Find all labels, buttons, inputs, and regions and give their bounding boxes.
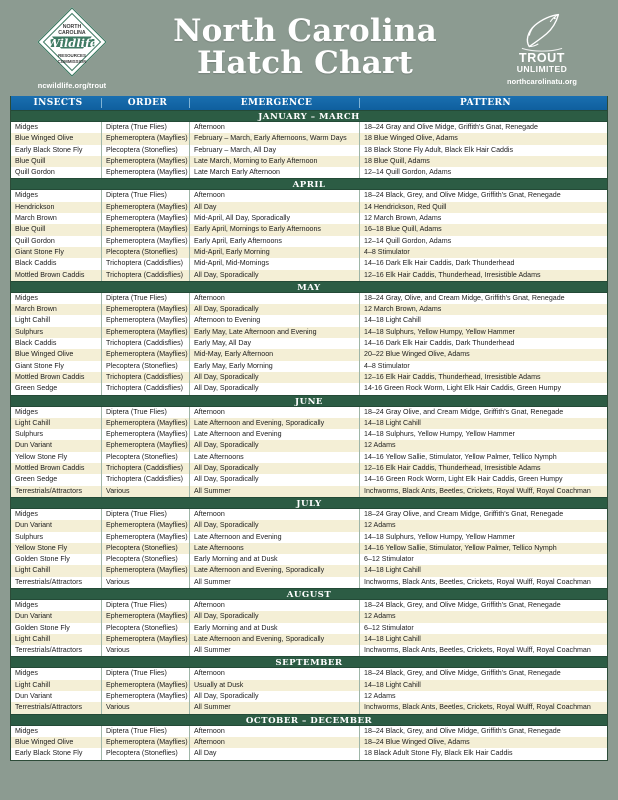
- trout-unlimited-logo-block: [482, 10, 602, 87]
- cell-insect: Midges: [15, 123, 38, 131]
- cell-pattern: 6–12 Stimulator: [359, 554, 607, 565]
- cell-order: Ephemeroptera (Mayflies): [101, 429, 189, 440]
- cell-insect: Midges: [15, 191, 38, 200]
- cell-emergence: Early May, Late Afternoon and Evening: [189, 327, 359, 338]
- cell-insect: Blue Winged Olive: [15, 134, 74, 143]
- cell-order: Ephemeroptera (Mayflies): [101, 315, 189, 326]
- table-row: [11, 577, 607, 588]
- cell-emergence: Late Afternoon and Evening, Sporadically: [189, 634, 359, 645]
- table-row: [11, 440, 607, 451]
- cell-emergence: All Day, Sporadically: [189, 611, 359, 622]
- cell-insect: Yellow Stone Fly: [15, 543, 68, 552]
- cell-insect: Midges: [15, 726, 38, 735]
- cell-pattern: 12 March Brown, Adams: [359, 304, 607, 315]
- cell-order: Ephemeroptera (Mayflies): [101, 236, 189, 247]
- cell-emergence: Afternoon: [189, 600, 359, 611]
- cell-pattern: 14–18 Light Cahill: [359, 565, 607, 576]
- cell-insect: Black Caddis: [15, 259, 57, 268]
- cell-order: Plecoptera (Stoneflies): [101, 554, 189, 565]
- cell-pattern: 18 Black Adult Stone Fly, Black Elk Hair Caddis: [359, 748, 607, 759]
- cell-pattern: 18 Blue Winged Olive, Adams: [359, 133, 607, 144]
- table-row: [11, 338, 607, 349]
- table-row: [11, 407, 607, 418]
- cell-order: Ephemeroptera (Mayflies): [101, 327, 189, 338]
- cell-order: Ephemeroptera (Mayflies): [101, 167, 189, 178]
- cell-insect: Blue Winged Olive: [15, 350, 74, 359]
- cell-pattern: 18–24 Black, Grey, and Olive Midge, Griffith's Gnat, Renegade: [359, 726, 607, 737]
- cell-order: Ephemeroptera (Mayflies): [101, 680, 189, 691]
- cell-emergence: Mid-April, Mid-Mornings: [189, 258, 359, 269]
- cell-pattern: 14–16 Yellow Sallie, Stimulator, Yellow Palmer, Tellico Nymph: [359, 452, 607, 463]
- cell-insect: Sulphurs: [15, 532, 43, 541]
- cell-pattern: 14–16 Dark Elk Hair Caddis, Dark Thunderhead: [359, 258, 607, 269]
- cell-order: Plecoptera (Stoneflies): [101, 543, 189, 554]
- cell-emergence: Late Afternoon and Evening: [189, 532, 359, 543]
- cell-emergence: Early Morning and at Dusk: [189, 554, 359, 565]
- cell-order: Ephemeroptera (Mayflies): [101, 202, 189, 213]
- cell-emergence: All Day: [189, 748, 359, 759]
- cell-pattern: 18–24 Blue Winged Olive, Adams: [359, 737, 607, 748]
- table-row: [11, 463, 607, 474]
- cell-pattern: 14–16 Yellow Sallie, Stimulator, Yellow Palmer, Tellico Nymph: [359, 543, 607, 554]
- cell-insect: Green Sedge: [15, 384, 58, 393]
- section-header: AUGUST: [11, 588, 607, 600]
- table-row: [11, 520, 607, 531]
- table-row: [11, 702, 607, 713]
- cell-insect: Mottled Brown Caddis: [15, 270, 85, 279]
- cell-insect: Green Sedge: [15, 475, 58, 484]
- cell-order: Trichoptera (Caddisflies): [101, 372, 189, 383]
- cell-insect: Black Caddis: [15, 339, 57, 348]
- cell-emergence: Late Afternoons: [189, 452, 359, 463]
- cell-order: Plecoptera (Stoneflies): [101, 452, 189, 463]
- cell-emergence: Afternoon: [189, 509, 359, 520]
- cell-insect: Light Cahill: [15, 566, 51, 575]
- cell-order: Ephemeroptera (Mayflies): [101, 133, 189, 144]
- table-row: [11, 554, 607, 565]
- cell-insect: Golden Stone Fly: [15, 555, 70, 564]
- cell-order: Diptera (True Flies): [101, 509, 189, 520]
- cell-insect: Golden Stone Fly: [15, 623, 70, 632]
- cell-order: Diptera (True Flies): [101, 407, 189, 418]
- page-title: [128, 13, 482, 81]
- cell-insect: Midges: [15, 669, 38, 678]
- table-row: [11, 190, 607, 201]
- cell-insect: Quill Gordon: [15, 236, 55, 245]
- section-header: JUNE: [11, 395, 607, 407]
- table-row: [11, 167, 607, 178]
- cell-emergence: Mid-April, Early Morning: [189, 247, 359, 258]
- cell-pattern: 14–18 Light Cahill: [359, 315, 607, 326]
- cell-insect: Light Cahill: [15, 634, 51, 643]
- cell-order: Trichoptera (Caddisflies): [101, 338, 189, 349]
- table-row: [11, 634, 607, 645]
- cell-order: Trichoptera (Caddisflies): [101, 383, 189, 394]
- table-row: [11, 122, 607, 133]
- cell-insect: Dun Variant: [15, 692, 52, 701]
- cell-pattern: 14-16 Green Rock Worm, Light Elk Hair Caddis, Green Humpy: [359, 383, 607, 394]
- cell-pattern: 14–18 Sulphurs, Yellow Humpy, Yellow Hammer: [359, 429, 607, 440]
- cell-pattern: 14–16 Dark Elk Hair Caddis, Dark Thunderhead: [359, 338, 607, 349]
- table-header-row: [11, 96, 607, 110]
- cell-insect: Light Cahill: [15, 418, 51, 427]
- cell-emergence: Late March, Morning to Early Afternoon: [189, 156, 359, 167]
- cell-emergence: Early May, All Day: [189, 338, 359, 349]
- table-row: [11, 247, 607, 258]
- table-row: [11, 270, 607, 281]
- cell-emergence: Afternoon: [189, 293, 359, 304]
- cell-pattern: 14–16 Green Rock Worm, Light Elk Hair Caddis, Green Humpy: [359, 474, 607, 485]
- table-row: [11, 327, 607, 338]
- nc-logo-line3: RESOURCES: [58, 53, 86, 58]
- cell-insect: Dun Variant: [15, 612, 52, 621]
- nc-logo-line4: COMMISSION: [57, 59, 87, 64]
- section-header: SEPTEMBER: [11, 656, 607, 668]
- table-row: [11, 418, 607, 429]
- cell-emergence: Late Afternoon and Evening: [189, 429, 359, 440]
- tu-word-line1: TROUT: [518, 50, 566, 65]
- cell-emergence: Early April, Mornings to Early Afternoons: [189, 224, 359, 235]
- table-row: [11, 293, 607, 304]
- table-row: [11, 315, 607, 326]
- cell-order: Ephemeroptera (Mayflies): [101, 213, 189, 224]
- cell-pattern: 12–16 Elk Hair Caddis, Thunderhead, Irresistible Adams: [359, 270, 607, 281]
- cell-emergence: February – March, Early Afternoons, Warm Days: [189, 133, 359, 144]
- section-header: JULY: [11, 497, 607, 509]
- cell-emergence: All Day, Sporadically: [189, 463, 359, 474]
- cell-insect: Dun Variant: [15, 521, 52, 530]
- cell-pattern: 14–18 Sulphurs, Yellow Humpy, Yellow Hammer: [359, 532, 607, 543]
- cell-order: Various: [101, 645, 189, 656]
- cell-pattern: 14–18 Light Cahill: [359, 418, 607, 429]
- cell-insect: March Brown: [15, 214, 57, 223]
- cell-emergence: All Day, Sporadically: [189, 383, 359, 394]
- ncwildlife-url[interactable]: ncwildlife.org/trout: [37, 81, 107, 90]
- cell-pattern: 12 Adams: [359, 611, 607, 622]
- cell-order: Trichoptera (Caddisflies): [101, 474, 189, 485]
- cell-emergence: All Day: [189, 202, 359, 213]
- cell-emergence: Usually at Dusk: [189, 680, 359, 691]
- column-header-pattern: PATTERN: [359, 98, 607, 108]
- cell-pattern: 12–16 Elk Hair Caddis, Thunderhead, Irresistible Adams: [359, 463, 607, 474]
- nc-wildlife-diamond-icon: [36, 6, 108, 78]
- cell-insect: Midges: [15, 600, 38, 609]
- table-row: [11, 611, 607, 622]
- cell-order: Plecoptera (Stoneflies): [101, 748, 189, 759]
- page-header: [10, 0, 608, 96]
- cell-emergence: All Day, Sporadically: [189, 691, 359, 702]
- cell-pattern: Inchworms, Black Ants, Beetles, Crickets, Royal Wulff, Royal Coachman: [359, 702, 607, 713]
- cell-insect: Terrestrials/Attractors: [15, 703, 83, 712]
- table-row: [11, 361, 607, 372]
- cell-pattern: Inchworms, Black Ants, Beetles, Crickets, Royal Wulff, Royal Coachman: [359, 577, 607, 588]
- cell-order: Various: [101, 486, 189, 497]
- tu-word-line2: UNLIMITED: [516, 64, 568, 75]
- table-row: [11, 486, 607, 497]
- cell-order: Ephemeroptera (Mayflies): [101, 224, 189, 235]
- cell-order: Various: [101, 702, 189, 713]
- cell-emergence: Afternoon: [189, 122, 359, 133]
- cell-order: Ephemeroptera (Mayflies): [101, 532, 189, 543]
- cell-order: Ephemeroptera (Mayflies): [101, 440, 189, 451]
- cell-insect: Sulphurs: [15, 327, 43, 336]
- table-row: [11, 372, 607, 383]
- cell-insect: Terrestrials/Attractors: [15, 646, 83, 655]
- cell-insect: Mottled Brown Caddis: [15, 372, 85, 381]
- column-header-emergence: EMERGENCE: [189, 98, 359, 108]
- table-row: [11, 623, 607, 634]
- cell-emergence: All Summer: [189, 645, 359, 656]
- cell-pattern: 12 March Brown, Adams: [359, 213, 607, 224]
- cell-order: Ephemeroptera (Mayflies): [101, 634, 189, 645]
- cell-order: Diptera (True Flies): [101, 668, 189, 679]
- cell-insect: March Brown: [15, 305, 57, 314]
- cell-insect: Blue Quill: [15, 156, 46, 165]
- cell-emergence: Afternoon: [189, 668, 359, 679]
- cell-order: Ephemeroptera (Mayflies): [101, 304, 189, 315]
- cell-pattern: 12–14 Quill Gordon, Adams: [359, 236, 607, 247]
- hatch-chart-table: [10, 96, 608, 761]
- cell-emergence: All Day, Sporadically: [189, 304, 359, 315]
- section-header: APRIL: [11, 178, 607, 190]
- cell-pattern: 14 Hendrickson, Red Quill: [359, 202, 607, 213]
- section-header: MAY: [11, 281, 607, 293]
- column-header-insects: INSECTS: [33, 98, 83, 108]
- cell-insect: Light Cahill: [15, 680, 51, 689]
- cell-order: Ephemeroptera (Mayflies): [101, 156, 189, 167]
- table-row: [11, 532, 607, 543]
- cell-insect: Quill Gordon: [15, 168, 55, 177]
- table-row: [11, 383, 607, 394]
- cell-order: Trichoptera (Caddisflies): [101, 463, 189, 474]
- table-row: [11, 429, 607, 440]
- cell-pattern: 12 Adams: [359, 440, 607, 451]
- cell-emergence: Afternoon: [189, 407, 359, 418]
- cell-insect: Midges: [15, 407, 38, 416]
- section-header: JANUARY – MARCH: [11, 110, 607, 122]
- nc-logo-line2: CAROLINA: [58, 30, 86, 36]
- page-title-line1: North Carolina: [173, 13, 437, 50]
- table-body: [11, 110, 607, 760]
- table-row: [11, 748, 607, 759]
- cell-emergence: Afternoon: [189, 737, 359, 748]
- cell-order: Diptera (True Flies): [101, 726, 189, 737]
- page-title-line2: Hatch Chart: [196, 45, 414, 81]
- table-row: [11, 202, 607, 213]
- cell-order: Trichoptera (Caddisflies): [101, 270, 189, 281]
- cell-order: Ephemeroptera (Mayflies): [101, 418, 189, 429]
- cell-order: Ephemeroptera (Mayflies): [101, 611, 189, 622]
- cell-pattern: 18 Black Stone Fly Adult, Black Elk Hair Caddis: [359, 145, 607, 156]
- trout-unlimited-mark: [517, 10, 567, 75]
- table-row: [11, 474, 607, 485]
- cell-order: Diptera (True Flies): [101, 122, 189, 133]
- cell-order: Plecoptera (Stoneflies): [101, 361, 189, 372]
- cell-emergence: Early April, Early Afternoons: [189, 236, 359, 247]
- cell-emergence: All Day, Sporadically: [189, 474, 359, 485]
- cell-pattern: 18 Blue Quill, Adams: [359, 156, 607, 167]
- cell-pattern: 14–18 Light Cahill: [359, 634, 607, 645]
- nc-wildlife-logo-block: [16, 6, 128, 90]
- cell-insect: Blue Quill: [15, 225, 46, 234]
- cell-insect: Early Black Stone Fly: [15, 749, 83, 758]
- cell-pattern: 18–24 Gray and Olive Midge, Griffith's Gnat, Renegade: [359, 122, 607, 133]
- cell-emergence: All Summer: [189, 577, 359, 588]
- cell-insect: Yellow Stone Fly: [15, 452, 68, 461]
- cell-insect: Midges: [15, 509, 38, 518]
- cell-order: Various: [101, 577, 189, 588]
- table-row: [11, 509, 607, 520]
- cell-insect: Dun Variant: [15, 441, 52, 450]
- table-row: [11, 349, 607, 360]
- cell-emergence: Afternoon to Evening: [189, 315, 359, 326]
- cell-emergence: Late Afternoon and Evening, Sporadically: [189, 565, 359, 576]
- cell-insect: Giant Stone Fly: [15, 361, 64, 370]
- table-row: [11, 224, 607, 235]
- cell-insect: Mottled Brown Caddis: [15, 464, 85, 473]
- cell-emergence: Afternoon: [189, 190, 359, 201]
- table-row: [11, 737, 607, 748]
- cell-emergence: Mid-May, Early Afternoon: [189, 349, 359, 360]
- cell-pattern: 12–16 Elk Hair Caddis, Thunderhead, Irresistible Adams: [359, 372, 607, 383]
- cell-pattern: 18–24 Black, Grey, and Olive Midge, Griffith's Gnat, Renegade: [359, 668, 607, 679]
- table-row: [11, 565, 607, 576]
- cell-pattern: 18–24 Gray Olive, and Cream Midge, Griffith's Gnat, Renegade: [359, 509, 607, 520]
- cell-insect: Midges: [15, 293, 38, 302]
- cell-order: Ephemeroptera (Mayflies): [101, 737, 189, 748]
- cell-emergence: Afternoon: [189, 726, 359, 737]
- cell-insect: Terrestrials/Attractors: [15, 486, 83, 495]
- cell-emergence: Late Afternoons: [189, 543, 359, 554]
- table-row: [11, 680, 607, 691]
- cell-emergence: February – March, All Day: [189, 145, 359, 156]
- cell-order: Ephemeroptera (Mayflies): [101, 565, 189, 576]
- cell-emergence: All Day, Sporadically: [189, 270, 359, 281]
- table-row: [11, 156, 607, 167]
- cell-pattern: 18–24 Gray Olive, and Cream Midge, Griffith's Gnat, Renegade: [359, 407, 607, 418]
- cell-emergence: Late Afternoon and Evening, Sporadically: [189, 418, 359, 429]
- cell-emergence: All Day, Sporadically: [189, 520, 359, 531]
- cell-insect: Early Black Stone Fly: [15, 145, 83, 154]
- table-row: [11, 258, 607, 269]
- cell-pattern: 18–24 Gray, Olive, and Cream Midge, Griffith's Gnat, Renegade: [359, 293, 607, 304]
- table-row: [11, 668, 607, 679]
- cell-pattern: 12–14 Quill Gordon, Adams: [359, 167, 607, 178]
- cell-pattern: 18–24 Black, Grey, and Olive Midge, Griffith's Gnat, Renegade: [359, 190, 607, 201]
- cell-order: Ephemeroptera (Mayflies): [101, 349, 189, 360]
- table-row: [11, 726, 607, 737]
- cell-order: Diptera (True Flies): [101, 293, 189, 304]
- cell-order: Plecoptera (Stoneflies): [101, 145, 189, 156]
- cell-insect: Blue Winged Olive: [15, 737, 74, 746]
- cell-order: Ephemeroptera (Mayflies): [101, 691, 189, 702]
- cell-emergence: All Summer: [189, 486, 359, 497]
- trout-unlimited-wordmark: [517, 52, 567, 75]
- cell-pattern: 14–18 Sulphurs, Yellow Humpy, Yellow Hammer: [359, 327, 607, 338]
- table-row: [11, 543, 607, 554]
- table-row: [11, 304, 607, 315]
- jumping-trout-icon: [520, 10, 564, 52]
- table-row: [11, 645, 607, 656]
- cell-order: Plecoptera (Stoneflies): [101, 247, 189, 258]
- cell-pattern: 6–12 Stimulator: [359, 623, 607, 634]
- cell-pattern: 12 Adams: [359, 691, 607, 702]
- table-row: [11, 600, 607, 611]
- table-row: [11, 133, 607, 144]
- cell-insect: Hendrickson: [15, 202, 55, 211]
- cell-emergence: Late March Early Afternoon: [189, 167, 359, 178]
- section-header: OCTOBER – DECEMBER: [11, 714, 607, 726]
- nc-logo-script: Wildlife: [46, 36, 98, 50]
- cell-emergence: Early May, Early Morning: [189, 361, 359, 372]
- cell-emergence: All Day, Sporadically: [189, 440, 359, 451]
- cell-emergence: All Summer: [189, 702, 359, 713]
- cell-order: Plecoptera (Stoneflies): [101, 623, 189, 634]
- nc-logo-line1: NORTH: [62, 24, 82, 30]
- table-row: [11, 691, 607, 702]
- table-row: [11, 236, 607, 247]
- northcarolinatu-url[interactable]: northcarolinatu.org: [506, 77, 578, 87]
- cell-pattern: 16–18 Blue Quill, Adams: [359, 224, 607, 235]
- cell-emergence: All Day, Sporadically: [189, 372, 359, 383]
- cell-order: Diptera (True Flies): [101, 190, 189, 201]
- cell-insect: Terrestrials/Attractors: [15, 577, 83, 586]
- cell-pattern: 18–24 Black, Grey, and Olive Midge, Griffith's Gnat, Renegade: [359, 600, 607, 611]
- cell-order: Trichoptera (Caddisflies): [101, 258, 189, 269]
- cell-pattern: 12 Adams: [359, 520, 607, 531]
- column-header-order: ORDER: [101, 98, 189, 108]
- cell-pattern: Inchworms, Black Ants, Beetles, Crickets, Royal Wulff, Royal Coachman: [359, 645, 607, 656]
- cell-insect: Sulphurs: [15, 430, 43, 439]
- cell-pattern: 4–8 Stimulator: [359, 247, 607, 258]
- cell-pattern: Inchworms, Black Ants, Beetles, Crickets, Royal Wulff, Royal Coachman: [359, 486, 607, 497]
- cell-emergence: Mid-April, All Day, Sporadically: [189, 213, 359, 224]
- cell-emergence: Early Morning and at Dusk: [189, 623, 359, 634]
- table-row: [11, 145, 607, 156]
- cell-order: Ephemeroptera (Mayflies): [101, 520, 189, 531]
- table-row: [11, 213, 607, 224]
- cell-pattern: 14–18 Light Cahill: [359, 680, 607, 691]
- table-row: [11, 452, 607, 463]
- cell-pattern: 4–8 Stimulator: [359, 361, 607, 372]
- cell-pattern: 20–22 Blue Winged Olive, Adams: [359, 349, 607, 360]
- cell-insect: Light Cahill: [15, 316, 51, 325]
- cell-insect: Giant Stone Fly: [15, 247, 64, 256]
- cell-order: Diptera (True Flies): [101, 600, 189, 611]
